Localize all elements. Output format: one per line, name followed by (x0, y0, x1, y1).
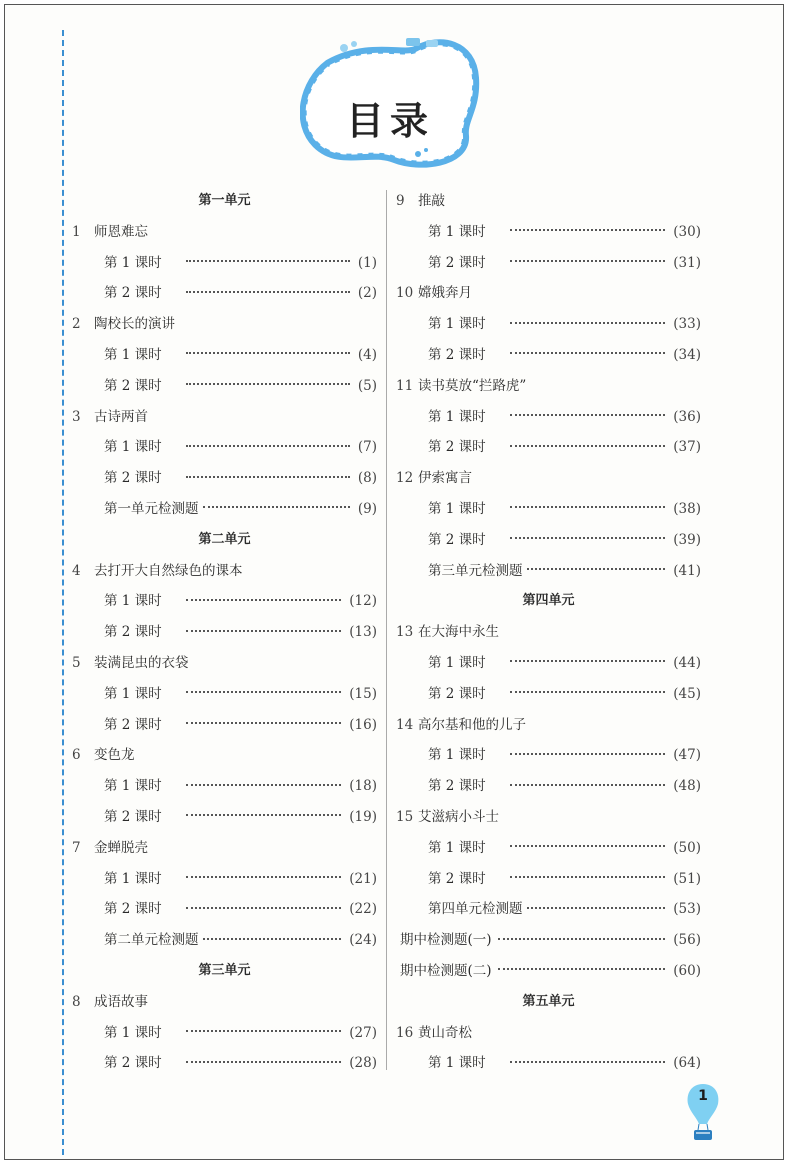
exam-entry[interactable] (396, 956, 701, 987)
dot-leader (186, 599, 341, 601)
dot-leader (186, 814, 341, 816)
chapter-entry[interactable] (396, 617, 701, 648)
entry-label: 第 2 课时 (428, 778, 486, 795)
chapter-title: 师恩难忘 (94, 223, 148, 240)
lesson-entry[interactable] (72, 463, 377, 494)
dot-leader (186, 630, 341, 632)
page-ref: (30) (673, 223, 701, 240)
dot-leader (203, 506, 350, 508)
page-ref: (8) (357, 470, 377, 487)
entry-label: 第 2 课时 (428, 685, 486, 702)
dot-leader (203, 938, 342, 940)
entry-label: 第 2 课时 (104, 624, 162, 641)
dot-leader (527, 568, 666, 570)
lesson-entry[interactable] (72, 710, 377, 741)
lesson-entry[interactable] (72, 248, 377, 279)
page-ref: (15) (349, 685, 377, 702)
page-ref: (60) (673, 962, 701, 979)
page-ref: (64) (673, 1055, 701, 1072)
unit-heading: 第四单元 (522, 593, 575, 609)
entry-label: 第 2 课时 (104, 716, 162, 733)
entry-label: 第 2 课时 (428, 254, 486, 271)
lesson-entry[interactable] (396, 432, 701, 463)
entry-label: 第 2 课时 (428, 531, 486, 548)
chapter-title: 陶校长的演讲 (94, 316, 175, 333)
chapter-entry[interactable] (72, 556, 377, 587)
title-banner (300, 38, 480, 170)
chapter-title: 成语故事 (94, 993, 148, 1010)
entry-label: 第三单元检测题 (428, 562, 523, 579)
page-ref: (2) (357, 285, 377, 302)
dot-leader (510, 691, 665, 693)
dot-leader (510, 322, 665, 324)
entry-label: 第 1 课时 (428, 747, 486, 764)
chapter-title: 读书莫放“拦路虎” (418, 377, 527, 394)
dot-leader (186, 784, 341, 786)
lesson-entry[interactable] (72, 1048, 377, 1079)
page-ref: (1) (357, 254, 377, 271)
page-ref: (31) (673, 254, 701, 271)
chapter-entry[interactable] (396, 710, 701, 741)
chapter-number: 10 (396, 285, 414, 302)
entry-label: 期中检测题(二) (400, 962, 492, 979)
entry-label: 第 1 课时 (104, 1024, 162, 1041)
lesson-entry[interactable] (396, 248, 701, 279)
chapter-number: 1 (72, 223, 81, 240)
page-ref: (7) (357, 439, 377, 456)
page-ref: (47) (673, 747, 701, 764)
chapter-number: 3 (72, 408, 81, 425)
entry-label: 第 1 课时 (428, 316, 486, 333)
entry-label: 第四单元检测题 (428, 901, 523, 918)
entry-label: 第一单元检测题 (104, 500, 199, 517)
entry-label: 第 1 课时 (104, 870, 162, 887)
chapter-number: 9 (396, 193, 405, 209)
lesson-entry[interactable] (396, 1048, 701, 1079)
entry-label: 第 1 课时 (104, 685, 162, 702)
chapter-number: 5 (72, 654, 81, 671)
lesson-entry[interactable] (72, 802, 377, 833)
chapter-entry[interactable] (396, 186, 701, 217)
lesson-entry[interactable] (396, 402, 701, 433)
lesson-entry[interactable] (72, 925, 377, 956)
lesson-entry[interactable] (396, 864, 701, 895)
chapter-entry[interactable] (72, 987, 377, 1018)
dot-leader (186, 907, 341, 909)
dot-leader (510, 414, 665, 416)
unit-heading: 第三单元 (198, 962, 251, 978)
binding-margin-line (62, 30, 64, 1155)
lesson-entry[interactable] (72, 432, 377, 463)
dot-leader (186, 476, 350, 478)
lesson-entry[interactable] (396, 494, 701, 525)
dot-leader (186, 722, 341, 724)
chapter-number: 12 (396, 470, 414, 487)
toc-left-column (72, 186, 377, 1079)
page-ref: (28) (349, 1055, 377, 1072)
page-ref: (44) (673, 654, 701, 671)
page-ref: (53) (673, 901, 701, 918)
lesson-entry[interactable] (72, 494, 377, 525)
entry-label: 第 1 课时 (428, 408, 486, 425)
dot-leader (510, 260, 665, 262)
lesson-entry[interactable] (72, 278, 377, 309)
page-number-badge (685, 1082, 721, 1142)
chapter-number: 8 (72, 993, 81, 1010)
chapter-title: 去打开大自然绿色的课本 (94, 562, 243, 579)
lesson-entry[interactable] (396, 525, 701, 556)
dot-leader (510, 506, 665, 508)
chapter-entry[interactable] (396, 463, 701, 494)
lesson-entry[interactable] (72, 586, 377, 617)
dot-leader (498, 968, 666, 970)
toc-right-column (396, 186, 701, 1079)
dot-leader (186, 876, 341, 878)
entry-label: 期中检测题(一) (400, 932, 492, 949)
lesson-entry[interactable] (72, 771, 377, 802)
dot-leader (186, 291, 350, 293)
lesson-entry[interactable] (396, 648, 701, 679)
lesson-entry[interactable] (396, 340, 701, 371)
chapter-entry[interactable] (396, 1018, 701, 1049)
chapter-title: 艾滋病小斗士 (418, 808, 499, 825)
entry-label: 第 2 课时 (428, 439, 486, 456)
chapter-title: 古诗两首 (94, 408, 148, 425)
chapter-title: 装满昆虫的衣袋 (94, 654, 189, 671)
chapter-title: 高尔基和他的儿子 (418, 716, 526, 733)
entry-label: 第 2 课时 (428, 870, 486, 887)
chapter-number: 2 (72, 316, 81, 333)
chapter-title: 伊索寓言 (418, 470, 472, 487)
lesson-entry[interactable] (396, 556, 701, 587)
dot-leader (186, 352, 350, 354)
chapter-entry[interactable] (72, 402, 377, 433)
page-ref: (4) (357, 346, 377, 363)
chapter-title: 嫦娥奔月 (418, 285, 472, 302)
dot-leader (510, 537, 665, 539)
lesson-entry[interactable] (396, 679, 701, 710)
lesson-entry[interactable] (396, 309, 701, 340)
lesson-entry[interactable] (396, 833, 701, 864)
dot-leader (510, 660, 665, 662)
lesson-entry[interactable] (72, 864, 377, 895)
entry-label: 第 1 课时 (104, 346, 162, 363)
entry-label: 第 1 课时 (104, 778, 162, 795)
page-ref: (50) (673, 839, 701, 856)
chapter-entry[interactable] (396, 802, 701, 833)
dot-leader (498, 938, 666, 940)
chapter-title: 推敲 (418, 193, 445, 209)
page-ref: (38) (673, 500, 701, 517)
lesson-entry[interactable] (396, 771, 701, 802)
unit-heading: 第一单元 (198, 193, 251, 208)
page-ref: (33) (673, 316, 701, 333)
lesson-entry[interactable] (72, 340, 377, 371)
entry-label: 第 1 课时 (104, 593, 162, 610)
dot-leader (527, 907, 666, 909)
chapter-entry[interactable] (396, 278, 701, 309)
page-ref: (18) (349, 778, 377, 795)
chapter-title: 在大海中永生 (418, 624, 499, 641)
page-ref: (21) (349, 870, 377, 887)
unit-heading: 第五单元 (522, 993, 575, 1009)
dot-leader (186, 1030, 341, 1032)
page-title: 目录 (345, 99, 434, 143)
chapter-number: 6 (72, 747, 81, 764)
chapter-entry[interactable] (396, 371, 701, 402)
dot-leader (186, 691, 341, 693)
page-ref: (48) (673, 778, 701, 795)
chapter-entry[interactable] (72, 309, 377, 340)
entry-label: 第 1 课时 (428, 654, 486, 671)
chapter-number: 13 (396, 624, 414, 641)
chapter-entry[interactable] (72, 740, 377, 771)
entry-label: 第 2 课时 (104, 901, 162, 918)
dot-leader (186, 260, 350, 262)
chapter-entry[interactable] (72, 217, 377, 248)
chapter-number: 15 (396, 808, 414, 825)
chapter-number: 16 (396, 1024, 414, 1041)
entry-label: 第 2 课时 (104, 808, 162, 825)
page-ref: (5) (357, 377, 377, 394)
chapter-title: 变色龙 (94, 747, 135, 764)
entry-label: 第 2 课时 (104, 470, 162, 487)
entry-label: 第 2 课时 (104, 1055, 162, 1072)
lesson-entry[interactable] (396, 740, 701, 771)
page-ref: (24) (349, 932, 377, 949)
page-ref: (16) (349, 716, 377, 733)
dot-leader (186, 383, 350, 385)
dot-leader (186, 445, 350, 447)
chapter-entry[interactable] (72, 833, 377, 864)
page-ref: (39) (673, 531, 701, 548)
dot-leader (510, 229, 665, 231)
page-ref: (22) (349, 901, 377, 918)
lesson-entry[interactable] (72, 679, 377, 710)
entry-label: 第 2 课时 (428, 346, 486, 363)
entry-label: 第 1 课时 (104, 439, 162, 456)
entry-label: 第 1 课时 (428, 500, 486, 517)
lesson-entry[interactable] (396, 217, 701, 248)
lesson-entry[interactable] (72, 617, 377, 648)
entry-label: 第 1 课时 (428, 1055, 486, 1072)
page-ref: (51) (673, 870, 701, 887)
page-ref: (41) (673, 562, 701, 579)
page-ref: (34) (673, 346, 701, 363)
entry-label: 第 2 课时 (104, 377, 162, 394)
chapter-number: 14 (396, 716, 414, 733)
unit-heading: 第二单元 (198, 531, 251, 547)
page-number: 1 (698, 1088, 708, 1104)
lesson-entry[interactable] (396, 894, 701, 925)
page-ref: (36) (673, 408, 701, 425)
entry-label: 第 1 课时 (428, 223, 486, 240)
chapter-title: 黄山奇松 (418, 1024, 472, 1041)
entry-label: 第 1 课时 (104, 254, 162, 271)
chapter-number: 11 (396, 377, 414, 394)
page-ref: (19) (349, 808, 377, 825)
page-ref: (37) (673, 439, 701, 456)
page-ref: (45) (673, 685, 701, 702)
page-ref: (9) (357, 500, 377, 517)
lesson-entry[interactable] (72, 1018, 377, 1049)
dot-leader (510, 1061, 665, 1063)
dot-leader (510, 753, 665, 755)
chapter-entry[interactable] (72, 648, 377, 679)
page-ref: (56) (673, 932, 701, 949)
dot-leader (510, 845, 665, 847)
chapter-number: 4 (72, 562, 81, 579)
entry-label: 第 1 课时 (428, 839, 486, 856)
page-ref: (12) (349, 593, 377, 610)
page-ref: (13) (349, 624, 377, 641)
dot-leader (186, 1061, 341, 1063)
lesson-entry[interactable] (72, 894, 377, 925)
dot-leader (510, 445, 665, 447)
lesson-entry[interactable] (72, 371, 377, 402)
column-divider (386, 190, 387, 1070)
chapter-title: 金蝉脱壳 (94, 839, 148, 856)
entry-label: 第 2 课时 (104, 285, 162, 302)
dot-leader (510, 352, 665, 354)
page-ref: (27) (349, 1024, 377, 1041)
chapter-number: 7 (72, 839, 81, 856)
dot-leader (510, 876, 665, 878)
entry-label: 第二单元检测题 (104, 932, 199, 949)
dot-leader (510, 784, 665, 786)
exam-entry[interactable] (396, 925, 701, 956)
